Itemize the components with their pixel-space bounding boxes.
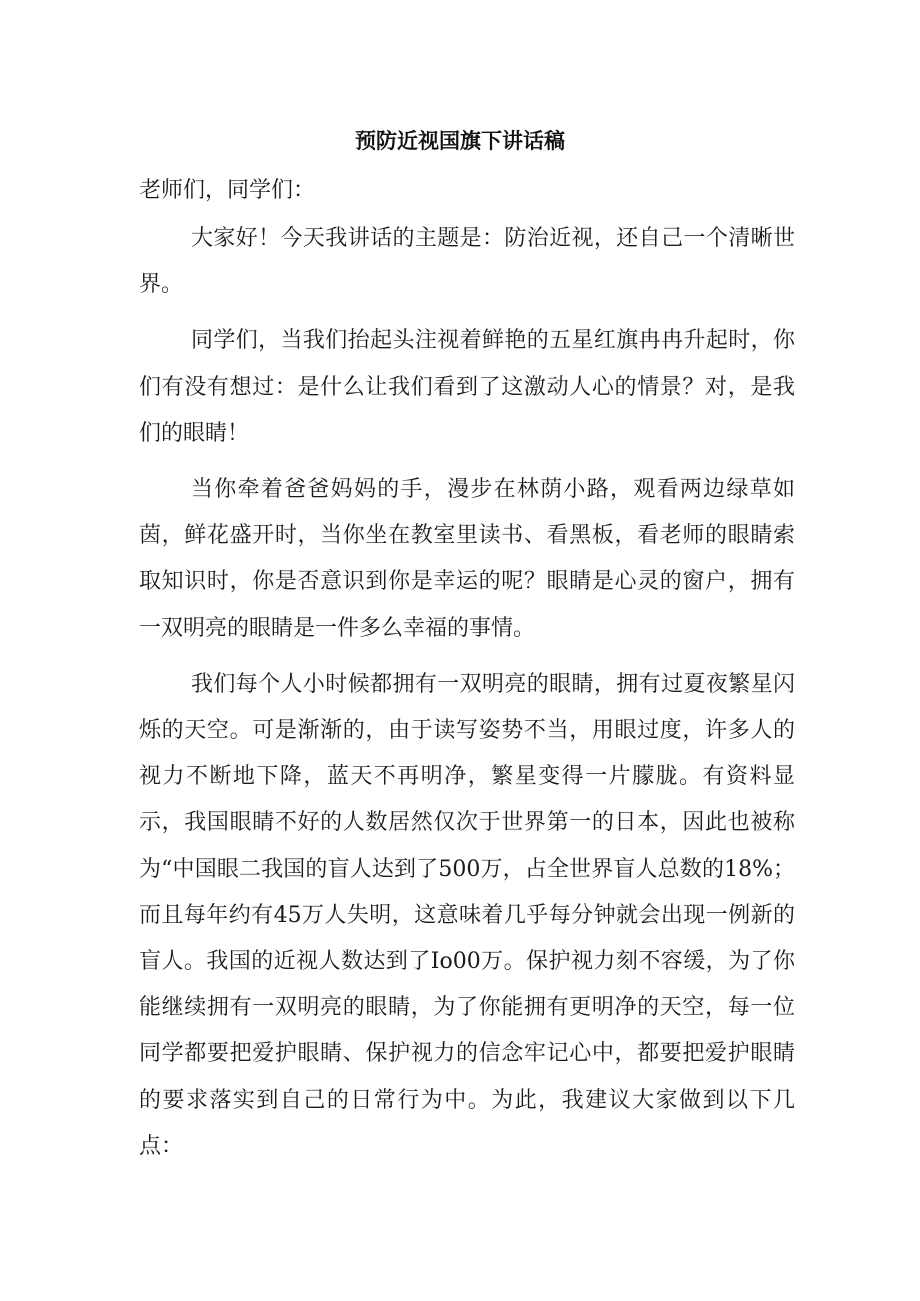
paragraph-flag: 同学们，当我们抬起头注视着鲜艳的五星红旗冉冉升起时，你们有没有想过：是什么让我们看到了这激动人心的情景？对，是我们的眼睛！	[139, 328, 795, 446]
salutation: 老师们，同学们：	[139, 178, 316, 203]
paragraph-statistics: 我们每个人小时候都拥有一双明亮的眼睛，拥有过夏夜繁星闪烁的天空。可是渐渐的，由于读写姿势不当，用眼过度，许多人的视力不断地下降，蓝天不再明净，繁星变得一片朦胧。有资料显示，我国眼睛不好的人数居然仅次于世界第一的日本，因此也被称为“中国眼二我国的盲人达到了500万，占全世界盲人总数的18%；而且每年约有45万人失明，这意味着几乎每分钟就会出现一例新的盲人。我国的近视人数达到了Io00万。保护视力刻不容缓，为了你能继续拥有一双明亮的眼睛，为了你能拥有更明净的天空，每一位同学都要把爱护眼睛、保护视力的信念牢记心中，都要把爱护眼睛的要求落实到自己的日常行为中。为此，我建议大家做到以下几点：	[139, 671, 795, 1159]
document-body	[139, 171, 795, 1170]
document-title: 预防近视国旗下讲话稿	[355, 129, 565, 153]
paragraph-window-of-soul: 当你牵着爸爸妈妈的手，漫步在林荫小路，观看两边绿草如茵，鲜花盛开时，当你坐在教室里读书、看黑板，看老师的眼睛索取知识时，你是否意识到你是幸运的呢？眼睛是心灵的窗户，拥有一双明亮的眼睛是一件多么幸福的事情。	[139, 477, 795, 641]
paragraph-greeting: 大家好！今天我讲话的主题是：防治近视，还自己一个清晰世界。	[139, 226, 795, 298]
